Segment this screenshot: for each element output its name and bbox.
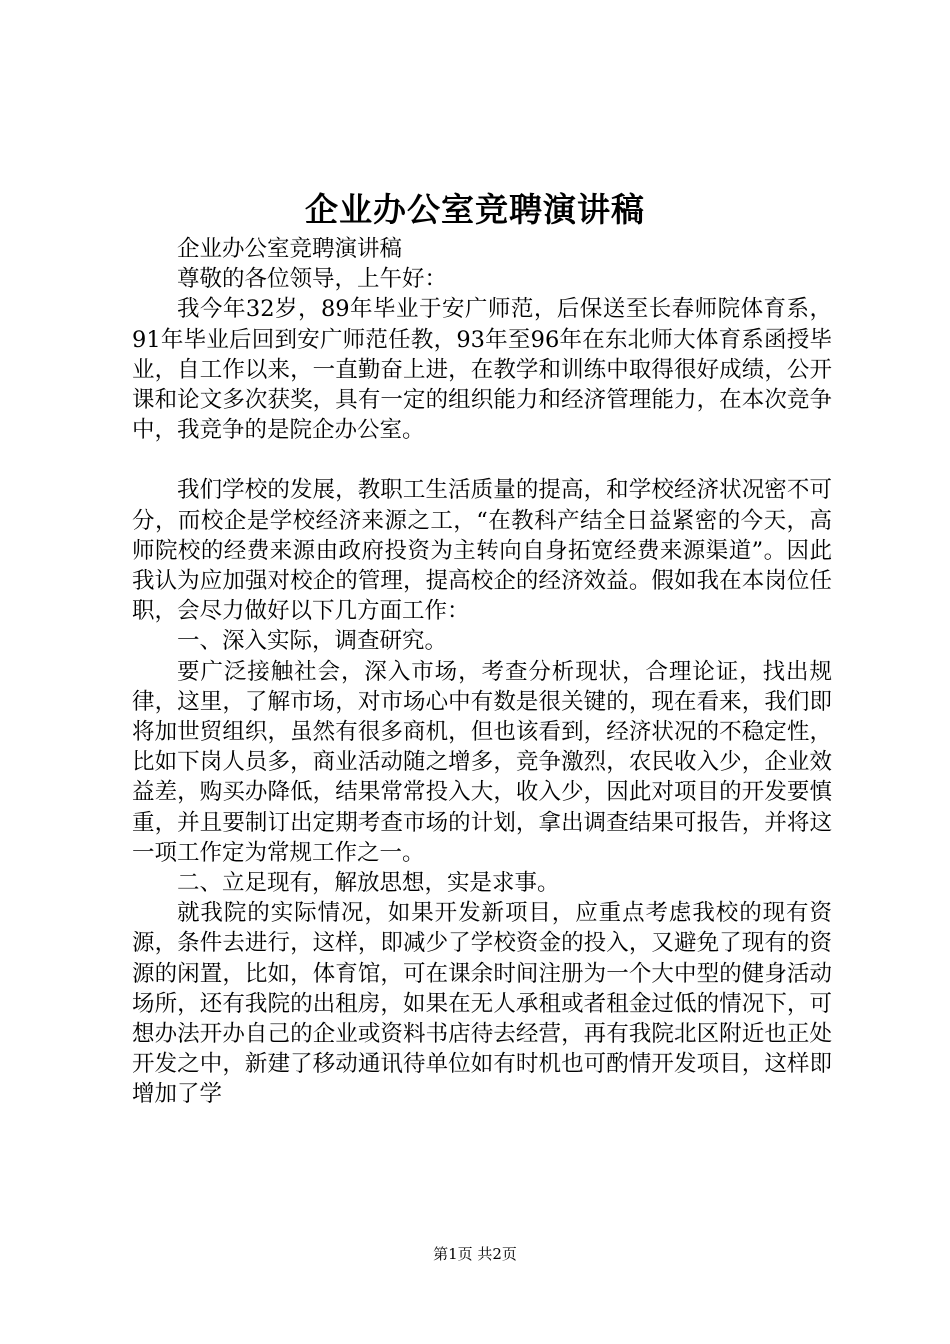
- page-number-footer: 第1页 共2页: [433, 1245, 517, 1263]
- paragraph-heading: 企业办公室竞聘演讲稿: [177, 236, 403, 262]
- paragraph-resources: 就我院的实际情况，如果开发新项目，应重点考虑我校的现有资源，条件去进行，这样，即减少了学校资金的投入，又避免了现有的资源的闲置，比如，体育馆，可在课余时间注册为一个大中型的健身活动场所，还有我院的出租房，如果在无人承租或者租金过低的情况下，可想办法开办自己的企业或资料书店待去经营，再有我院北区附近也正处开发之中，新建了移动通讯待单位如有时机也可酌情开发项目，这样即增加了学: [132, 900, 832, 1108]
- paragraph-intro: 我今年32岁，89年毕业于安广师范，后保送至长春师院体育系，91年毕业后回到安广师范任教，93年至96年在东北师大体育系函授毕业，自工作以来，一直勤奋上进，在教学和训练中取得很好成绩，公开课和论文多次获奖，具有一定的组织能力和经济管理能力，在本次竞争中，我竞争的是院企办公室。: [132, 296, 832, 444]
- document-body: [132, 234, 832, 1110]
- paragraph-gap: [132, 445, 832, 475]
- section-heading-1: 一、深入实际，调查研究。: [177, 628, 448, 655]
- section-heading-2: 二、立足现有，解放思想，实是求事。: [177, 870, 560, 897]
- paragraph-development: 我们学校的发展，教职工生活质量的提高，和学校经济状况密不可分，而校企是学校经济来源之工，“在教科产结全日益紧密的今天，高师院校的经费来源由政府投资为主转向自身拓宽经费来源渠道”。因此我认为应加强对校企的管理，提高校企的经济效益。假如我在本岗位任职，会尽力做好以下几方面工作：: [132, 477, 832, 625]
- document-title: 企业办公室竞聘演讲稿: [305, 190, 645, 229]
- paragraph-market: 要广泛接触社会，深入市场，考查分析现状，合理论证，找出规律，这里，了解市场，对市场心中有数是很关键的，现在看来，我们即将加世贸组织，虽然有很多商机，但也该看到，经济状况的不稳定性，比如下岗人员多，商业活动随之增多，竞争激烈，农民收入少，企业效益差，购买办降低，结果常常投入大，收入少，因此对项目的开发要慎重，并且要制订出定期考查市场的计划，拿出调查结果可报告，并将这一项工作定为常规工作之一。: [132, 658, 832, 866]
- paragraph-greeting: 尊敬的各位领导，上午好：: [177, 266, 448, 293]
